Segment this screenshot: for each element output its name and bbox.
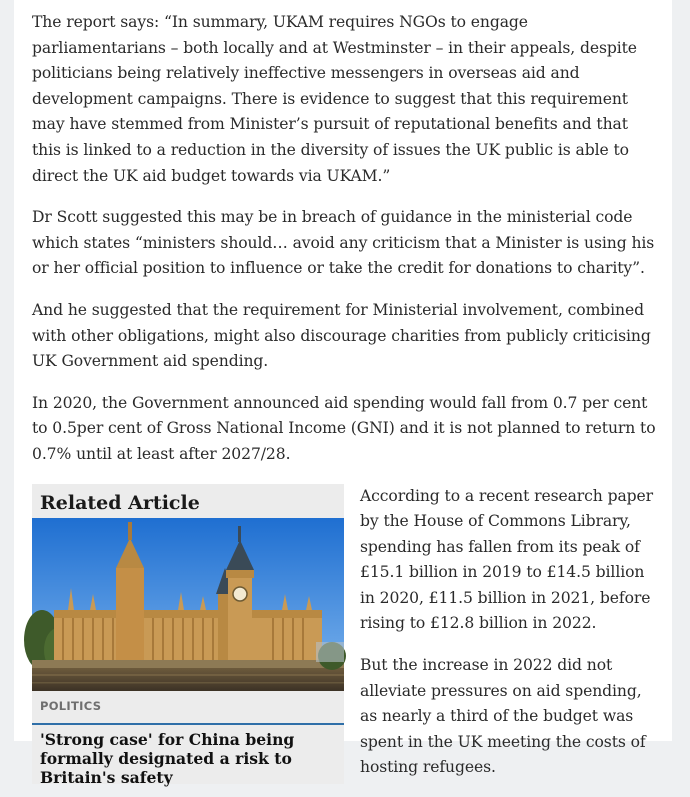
related-article-heading: Related Article	[32, 484, 344, 518]
side-text-column	[360, 484, 660, 797]
paragraph-ministerial-code: Dr Scott suggested this may be in breach of guidance in the ministerial code which states “ministers should… avoid any criticism that a Minister is using his or her official position to influence or take the credit for donations to charity”.	[32, 205, 660, 282]
paragraph-report-quote: The report says: “In summary, UKAM requires NGOs to engage parliamentarians – both locally and at Westminster – in their appeals, despite politicians being relatively ineffective messengers in overseas aid and development campaigns. There is evidence to suggest that this requirement may have stemmed from Minister’s pursuit of reputational benefits and that this is linked to a reduction in the diversity of issues the UK public is able to direct the UK aid budget towards via UKAM.”	[32, 10, 660, 189]
related-article-image[interactable]	[32, 518, 344, 691]
paragraph-refugee-costs: But the increase in 2022 did not alleviate pressures on aid spending, as nearly a third of the budget was spent in the UK meeting the costs of hosting refugees.	[360, 653, 660, 781]
related-article-category[interactable]: POLITICS	[32, 691, 344, 719]
related-article-card[interactable]	[32, 484, 344, 784]
related-and-text-row	[32, 484, 660, 784]
article-body	[32, 10, 660, 784]
article-page	[14, 0, 672, 741]
paragraph-aid-cut: In 2020, the Government announced aid spending would fall from 0.7 per cent to 0.5per cent of Gross National Income (GNI) and it is not planned to return to 0.7% until at least after 2027/28.	[32, 391, 660, 468]
related-article-title-link[interactable]: 'Strong case' for China being formally designated a risk to Britain's safety	[32, 725, 344, 792]
paragraph-spending-figures: According to a recent research paper by the House of Commons Library, spending has fallen from its peak of £15.1 billion in 2019 to £14.5 billion in 2020, £11.5 billion in 2021, before rising to £12.8 billion in 2022.	[360, 484, 660, 638]
paragraph-ministerial-involvement: And he suggested that the requirement for Ministerial involvement, combined with other obligations, might also discourage charities from publicly criticising UK Government aid spending.	[32, 298, 660, 375]
